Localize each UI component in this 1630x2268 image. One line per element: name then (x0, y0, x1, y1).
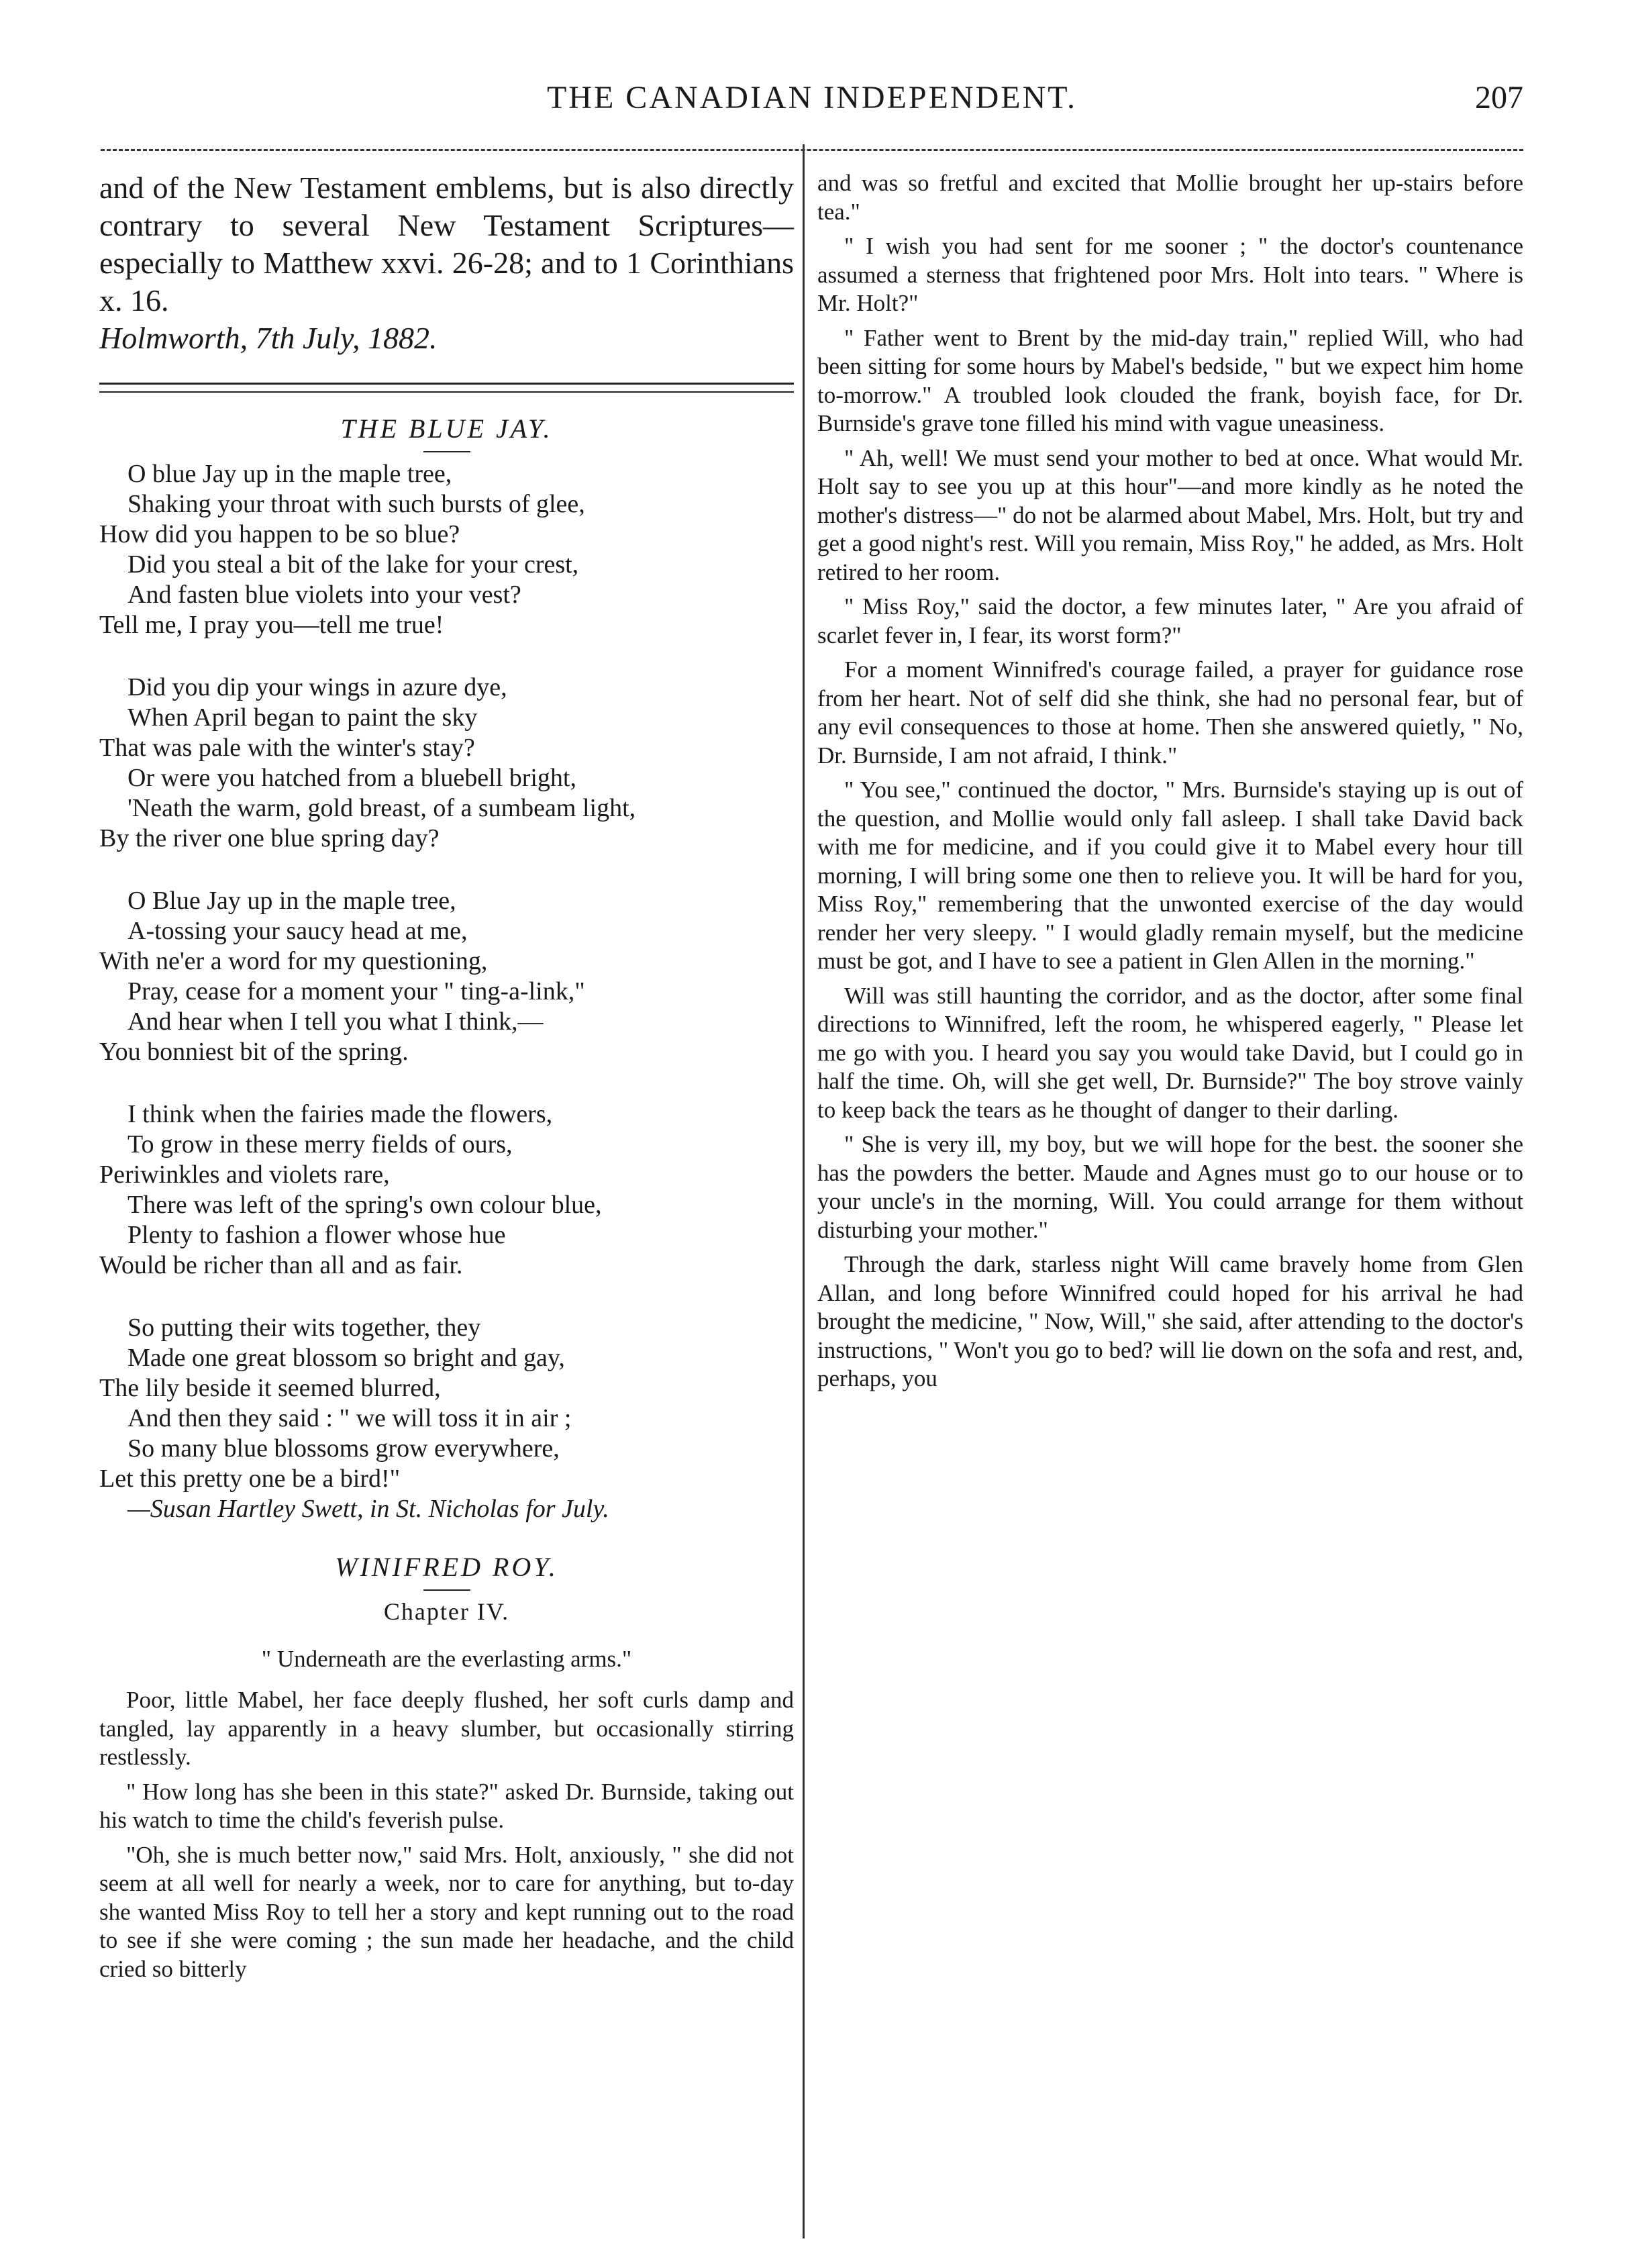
poem-body (99, 459, 794, 1524)
poem-line: Periwinkles and violets rare, (99, 1161, 390, 1189)
poem-line: A-tossing your saucy head at me, (128, 917, 468, 945)
poem-line: So many blue blossoms grow everywhere, (128, 1434, 560, 1463)
chapter-heading: Chapter IV. (383, 1598, 510, 1625)
poem-title: THE BLUE JAY. (340, 413, 553, 444)
poem-line: With ne'er a word for my questioning, (99, 947, 488, 975)
story-paragraph: " She is very ill, my boy, but we will hope for the best. the sooner she has the powders the better. Maude and Agnes must go to our house or to your uncle's in the morning, Will. You could arrange for them without disturbing your mother." (817, 1131, 1523, 1243)
poem-stanza (99, 459, 794, 640)
poem-line: And fasten blue violets into your vest? (128, 581, 521, 609)
poem-line: Did you steal a bit of the lake for your crest, (128, 550, 579, 579)
intro-section (99, 169, 794, 357)
poem-line: Plenty to fashion a flower whose hue (128, 1221, 506, 1249)
story-text-right (817, 169, 1523, 1393)
poem-stanza (99, 1099, 794, 1281)
epigraph: " Underneath are the everlasting arms." (261, 1646, 632, 1672)
story-paragraph: " Ah, well! We must send your mother to bed at once. What would Mr. Holt say to see you up at this hour"—and more kindly as he noted the mother's distress—" do not be alarmed about Mabel, Mrs. Holt, but try and get a good night's rest. Will you remain, Miss Roy," he added, as Mrs. Holt retired to her room. (817, 444, 1523, 585)
poem-stanza (99, 886, 794, 1067)
poem-line: Tell me, I pray you—tell me true! (99, 611, 444, 639)
story-paragraph: " You see," continued the doctor, " Mrs. Burnside's staying up is out of the question, and Mollie would only fall asleep. I shall take David back with me for medicine, and if you could give it to Mabel every hour till morning, I will bring some one then to relieve you. It will be hard for you, Miss Roy," remembering that the unwonted exercise of the day would render her very sleepy. " I would gladly remain myself, but the medicine must be got, and I have to see a patient in Glen Allen in the morning." (817, 777, 1523, 974)
poem-line: Let this pretty one be a bird!" (99, 1465, 401, 1493)
poem-line: And then they said : " we will toss it in air ; (128, 1404, 572, 1432)
poem-line: Would be richer than all and as fair. (99, 1251, 463, 1279)
poem-attribution: —Susan Hartley Swett, in St. Nicholas for July. (128, 1495, 609, 1523)
poem-line: By the river one blue spring day? (99, 824, 440, 852)
poem-line: Shaking your throat with such bursts of glee, (128, 490, 585, 518)
story-paragraph: " How long has she been in this state?" asked Dr. Burnside, taking out his watch to time the child's feverish pulse. (99, 1778, 794, 1833)
poem-line: Did you dip your wings in azure dye, (128, 673, 507, 701)
poem-line: When April began to paint the sky (128, 703, 478, 732)
page-number: 207 (1475, 80, 1523, 115)
column-divider (803, 144, 805, 2238)
poem-line: How did you happen to be so blue? (99, 520, 460, 548)
story-paragraph: Through the dark, starless night Will came bravely home from Glen Allan, and long before Winnifred could hoped for his arrival he had brought the medicine, " Now, Will," she said, after attending to the doctor's instructions, " Won't you go to bed? will lie down on the sofa and rest, and, perhaps, you (817, 1251, 1523, 1391)
story-text-left (99, 1686, 794, 1983)
poem-line: O Blue Jay up in the maple tree, (128, 887, 456, 915)
poem-line: I think when the fairies made the flowers, (128, 1100, 553, 1128)
journal-title: THE CANADIAN INDEPENDENT. (546, 80, 1077, 115)
poem-line: There was left of the spring's own colour blue, (128, 1191, 602, 1219)
story-paragraph: " Father went to Brent by the mid-day train," replied Will, who had been sitting for some hours by Mabel's bedside, " but we expect him home to-morrow." A troubled look clouded the frank, boyish face, for Dr. Burnside's grave tone filled his mind with vague uneasiness. (817, 324, 1523, 436)
poem-stanza (99, 1313, 794, 1524)
poem-line: O blue Jay up in the maple tree, (128, 460, 452, 488)
poem-line: Or were you hatched from a bluebell bright, (128, 764, 576, 792)
story-paragraph: " Miss Roy," said the doctor, a few minutes later, " Are you afraid of scarlet fever in, I fear, its worst form?" (817, 593, 1523, 648)
story-title: WINIFRED ROY. (335, 1552, 558, 1582)
poem-line: To grow in these merry fields of ours, (128, 1130, 513, 1158)
poem-line: That was pale with the winter's stay? (99, 734, 475, 762)
story-paragraph: and was so fretful and excited that Mollie brought her up-stairs before tea." (817, 170, 1523, 225)
story-paragraph: " I wish you had sent for me sooner ; " the doctor's countenance assumed a sterness that frightened poor Mrs. Holt into tears. " Where is Mr. Holt?" (817, 233, 1523, 316)
story-paragraph: For a moment Winnifred's courage failed, a prayer for guidance rose from her heart. Not of self did she think, she had no personal fear, but of any evil consequences to those at home. Then she answered quietly, " No, Dr. Burnside, I am not afraid, I think." (817, 656, 1523, 769)
poem-line: And hear when I tell you what I think,— (128, 1007, 544, 1036)
poem-line: 'Neath the warm, gold breast, of a sumbeam light, (128, 794, 636, 822)
poem-line: Pray, cease for a moment your " ting-a-link," (128, 977, 585, 1005)
poem-stanza (99, 673, 794, 854)
header-rule (101, 149, 1523, 151)
story-paragraph: Poor, little Mabel, her face deeply flushed, her soft curls damp and tangled, lay apparently in a heavy slumber, but occasionally stirring restlessly. (99, 1687, 794, 1770)
poem-line: You bonniest bit of the spring. (99, 1038, 409, 1066)
left-column (99, 169, 794, 1989)
story-paragraph: Will was still haunting the corridor, and as the doctor, after some final directions to Winnifred, left the room, he whispered eagerly, " Please let me go with you. I heard you say you would take David, but I could go in half the time. Oh, will she get well, Dr. Burnside?" The boy strove vainly to keep back the tears as he thought of danger to their darling. (817, 982, 1523, 1123)
poem-line: The lily beside it seemed blurred, (99, 1374, 441, 1402)
title-rule (423, 451, 470, 452)
story-title-rule (423, 1589, 470, 1591)
section-rule (99, 383, 794, 393)
page-header (101, 79, 1523, 126)
intro-signature: Holmworth, 7th July, 1882. (99, 321, 438, 355)
intro-paragraph: and of the New Testament emblems, but is also directly contrary to several New Testament Scriptures—especially to Matthew xxvi. 26-28; and to 1 Corinthians x. 16. (99, 170, 794, 317)
poem-line: So putting their wits together, they (128, 1314, 481, 1342)
poem-line: Made one great blossom so bright and gay, (128, 1344, 565, 1372)
right-column (817, 169, 1523, 1399)
story-paragraph: "Oh, she is much better now," said Mrs. Holt, anxiously, " she did not seem at all well for nearly a week, nor to care for anything, but to-day she wanted Miss Roy to tell her a story and kept running out to the road to see if she were coming ; the sun made her headache, and the child cried so bitterly (99, 1841, 794, 1982)
